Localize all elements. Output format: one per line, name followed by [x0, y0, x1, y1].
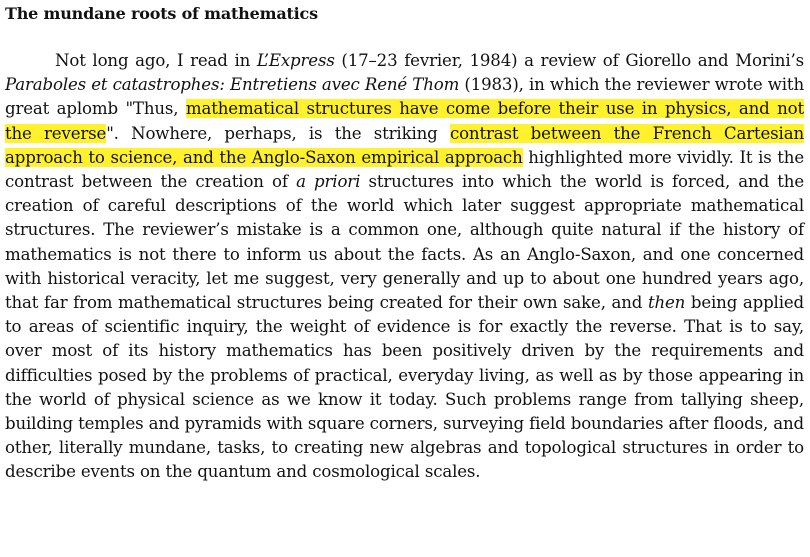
- text-run: structures into which the world is forced, and the creation of careful descriptions of the world which later suggest appropriate mathematical structures. The reviewer’s mistake is a common one, although quite natural if the history of mathematics is not there to inform us about the facts. As an Anglo-Saxon, and one concerned with historical veracity, let me suggest, very generally and up to about one hundred years ago, that far from mathematical structures being created for their own sake, and: [5, 172, 804, 313]
- text-run: (1983), in which the reviewer wrote with great aplomb "Thus,: [5, 75, 804, 119]
- body-paragraph: [5, 49, 804, 485]
- book-title: Paraboles et catastrophes: Entretiens avec René Thom: [5, 75, 460, 95]
- publication-title: L’Express: [256, 51, 335, 70]
- highlighted-quote: mathematical structures have come before their use in physics, and not the reverse: [5, 99, 804, 143]
- highlighted-contrast: contrast between the French Cartesian approach to science, and the Anglo-Saxon empirical approach: [5, 123, 804, 167]
- italic-term: a priori: [296, 172, 361, 192]
- text-run: highlighted more vividly. It is the contrast between the creation of: [5, 147, 805, 192]
- section-heading: The mundane roots of mathematics: [5, 4, 318, 23]
- text-run: ". Nowhere, perhaps, is the striking: [106, 123, 450, 143]
- document-page: [5, 0, 804, 485]
- italic-term: then: [647, 293, 686, 313]
- text-run: being applied to areas of scientific inquiry, the weight of evidence is for exactly the reverse. That is to say, over most of its history mathematics has been positively driven by the requirements and difficulties posed by the problems of practical, everyday living, as well as by those appearing in the world of physical science as we know it today. Such problems range from tallying sheep, building temples and pyramids with square corners, surveying field boundaries after floods, and other, literally mundane, tasks, to creating new algebras and topological structures in order to describe events on the quantum and cosmological scales.: [5, 293, 805, 482]
- text-run: (17–23 fevrier, 1984) a review of Giorello and Morini’s: [334, 51, 804, 70]
- text-run: Not long ago, I read in: [55, 51, 257, 70]
